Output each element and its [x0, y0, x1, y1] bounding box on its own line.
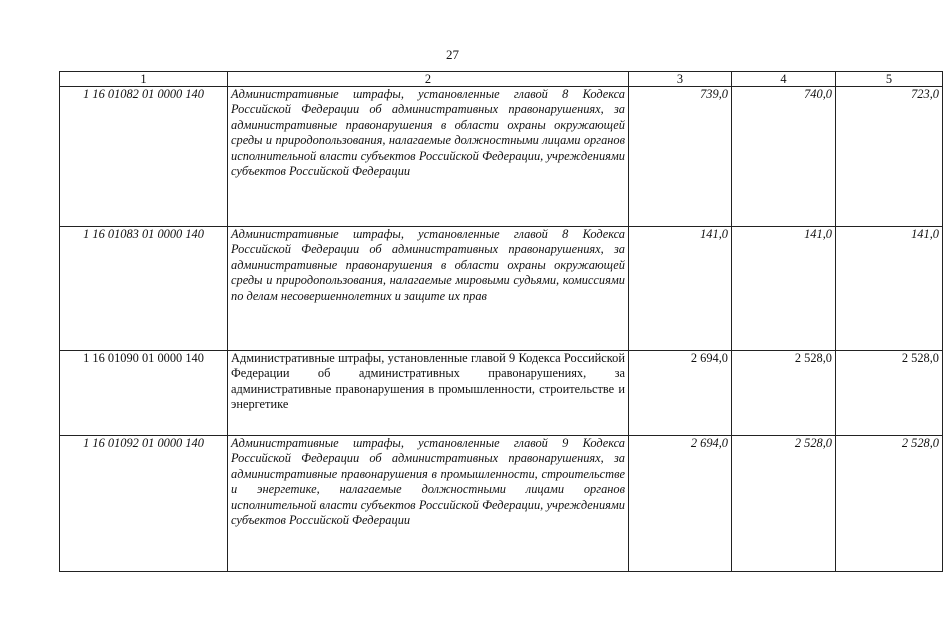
value-col-3-cell: 2 694,0 — [629, 436, 732, 572]
value-col-5-cell: 723,0 — [836, 87, 943, 227]
value-col-5-cell: 2 528,0 — [836, 351, 943, 436]
budget-code-cell: 1 16 01082 01 0000 140 — [60, 87, 228, 227]
budget-revenue-table — [59, 71, 943, 572]
budget-code-cell: 1 16 01092 01 0000 140 — [60, 436, 228, 572]
header-col-5: 5 — [836, 72, 943, 87]
header-row — [60, 72, 943, 87]
value-col-4-cell: 2 528,0 — [732, 436, 836, 572]
table-row — [60, 436, 943, 572]
table-row — [60, 227, 943, 351]
description-cell: Административные штрафы, установленные главой 9 Кодекса Российской Федерации об административных правонарушениях, за административные правонарушения в промышленности, строительстве и энергетике, налагаемые должностными лицами органов исполнительной власти субъектов Российской Федерации, учреждениями субъектов Российской Федерации — [228, 436, 629, 572]
value-col-5-cell: 141,0 — [836, 227, 943, 351]
value-col-5-cell: 2 528,0 — [836, 436, 943, 572]
description-cell: Административные штрафы, установленные главой 8 Кодекса Российской Федерации об административных правонарушениях, за административные правонарушения в области охраны окружающей среды и природопользования, налагаемые мировыми судьями, комиссиями по делам несовершеннолетних и защите их прав — [228, 227, 629, 351]
budget-code-cell: 1 16 01083 01 0000 140 — [60, 227, 228, 351]
page-number: 27 — [446, 47, 459, 62]
value-col-4-cell: 2 528,0 — [732, 351, 836, 436]
description-cell: Административные штрафы, установленные главой 9 Кодекса Российской Федерации об административных правонарушениях, за административные правонарушения в промышленности, строительстве и энергетике — [228, 351, 629, 436]
header-col-4: 4 — [732, 72, 836, 87]
description-cell: Административные штрафы, установленные главой 8 Кодекса Российской Федерации об административных правонарушениях, за административные правонарушения в области охраны окружающей среды и природопользования, налагаемые должностными лицами органов исполнительной власти субъектов Российской Федерации, учреждениями субъектов Российской Федерации — [228, 87, 629, 227]
value-col-4-cell: 141,0 — [732, 227, 836, 351]
header-col-1: 1 — [60, 72, 228, 87]
value-col-4-cell: 740,0 — [732, 87, 836, 227]
header-col-2: 2 — [228, 72, 629, 87]
header-col-3: 3 — [629, 72, 732, 87]
value-col-3-cell: 739,0 — [629, 87, 732, 227]
value-col-3-cell: 141,0 — [629, 227, 732, 351]
value-col-3-cell: 2 694,0 — [629, 351, 732, 436]
table-row — [60, 351, 943, 436]
budget-code-cell: 1 16 01090 01 0000 140 — [60, 351, 228, 436]
table-row — [60, 87, 943, 227]
